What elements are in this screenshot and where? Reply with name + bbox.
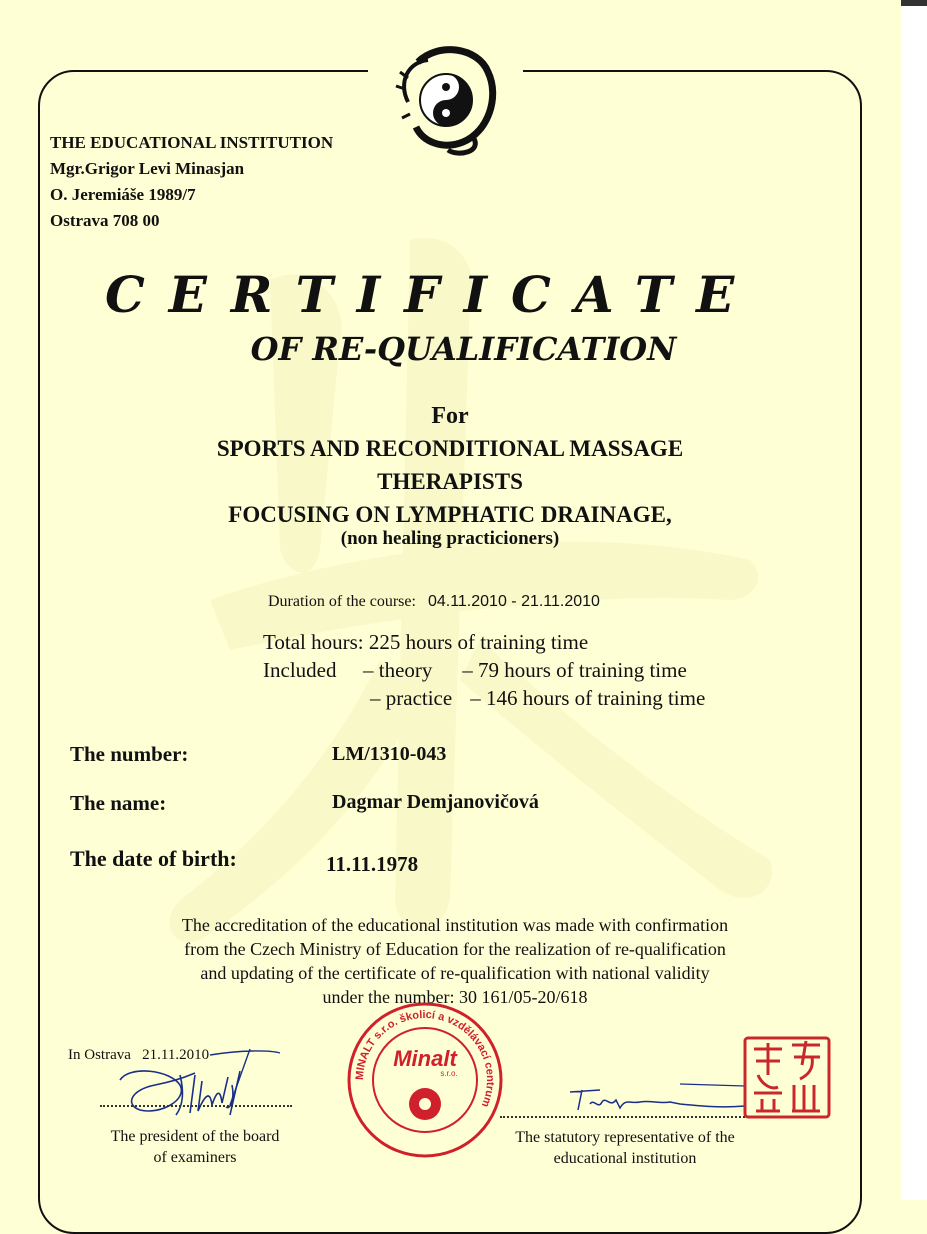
number-label: The number: [70,742,189,766]
training-hours [263,628,705,712]
practice-hours: – 146 hours of training time [470,686,706,710]
accreditation-line-1: The accreditation of the educational institution was made with confirmation [181,915,729,935]
minalt-stamp [345,1000,505,1160]
duration-value: 04.11.2010 - 21.11.2010 [427,593,600,610]
included-label: Included [263,658,337,682]
representative-caption-line-2: educational institution [553,1150,697,1167]
president-signature [110,1045,290,1120]
certificate-subtitle: OF RE-QUALIFICATION [250,330,677,368]
theory-label: – theory [362,658,433,682]
practice-label: – practice [370,686,453,710]
accreditation-line-2: from the Czech Ministry of Education for the realization of re-qualification [184,939,726,959]
course-line-1: SPORTS AND RECONDITIONAL MASSAGE [216,436,684,461]
accreditation-line-4: under the number: 30 161/05-20/618 [322,987,588,1007]
dob-label: The date of birth: [70,846,237,871]
name-label: The name: [70,791,167,815]
course-title [0,432,900,531]
scan-mark [901,0,927,6]
institution-street: O. Jeremiáše 1989/7 [50,185,196,204]
institution-name: THE EDUCATIONAL INSTITUTION [50,133,334,152]
institution-address [50,130,333,234]
theory-row [263,656,705,684]
left-signature-line [100,1105,292,1107]
course-duration [268,593,600,611]
institution-city: Ostrava 708 00 [50,211,160,230]
president-caption-line-1: The president of the board [110,1128,280,1145]
representative-caption [495,1127,755,1169]
dragon-yin-yang-logo [388,42,500,157]
certificate-title: CERTIFICATE [105,265,759,324]
right-signature-line [500,1116,752,1118]
course-line-3: FOCUSING ON LYMPHATIC DRAINAGE, [228,502,672,527]
dob-value: 11.11.1978 [326,852,419,876]
total-hours: Total hours: 225 hours of training time [263,630,589,654]
scan-edge [901,0,927,1200]
stamp-suffix: s.r.o. [440,1069,458,1078]
number-value: LM/1310-043 [332,743,447,765]
president-caption [80,1126,310,1168]
representative-caption-line-1: The statutory representative of the [515,1129,735,1146]
institution-person: Mgr.Grigor Levi Minasjan [50,159,245,178]
place-and-date: In Ostrava 21.11.2010 [68,1047,210,1063]
practice-row [263,684,705,712]
representative-signature [560,1080,750,1120]
theory-hours: – 79 hours of training time [462,658,687,682]
for-label: For [431,403,469,429]
president-caption-line-2: of examiners [153,1149,237,1166]
duration-label: Duration of the course: [268,593,416,610]
name-value: Dagmar Demjanovičová [332,791,539,813]
accreditation-line-3: and updating of the certificate of re-qualification with national validity [200,963,710,983]
accreditation-text [60,913,850,1009]
course-line-2: THERAPISTS [377,469,523,494]
red-square-seal [742,1035,832,1120]
stamp-ring-text: MINALT s.r.o. školicí a vzdělávací centrum [353,1008,497,1109]
course-note: (non healing practicioners) [340,528,560,549]
stamp-company: Minalt [393,1046,457,1071]
